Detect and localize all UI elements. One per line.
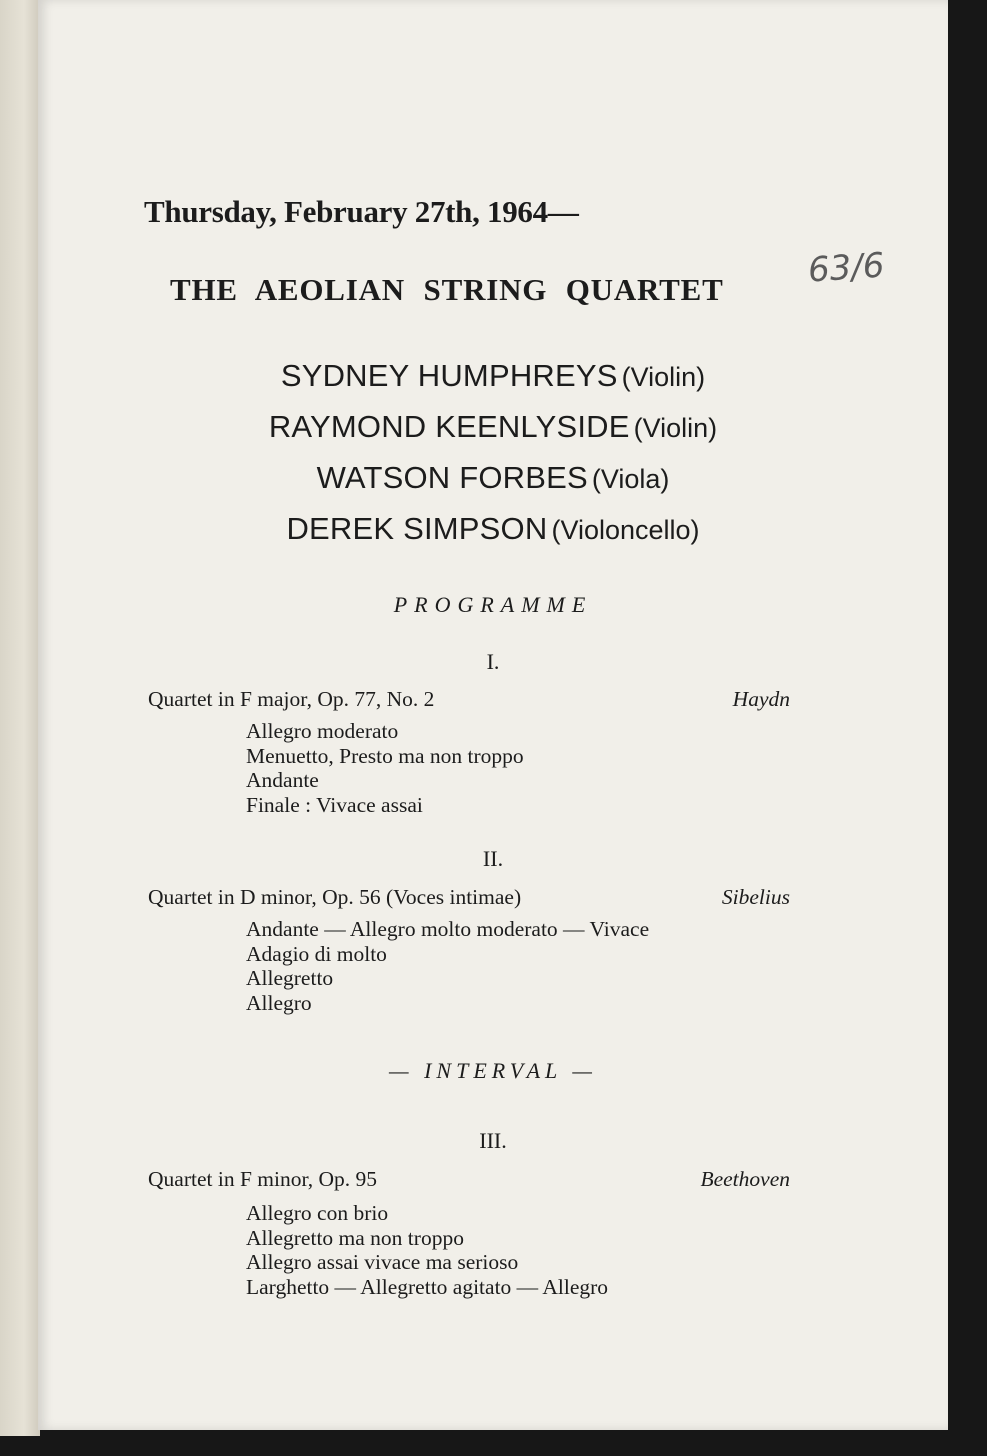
- movement: Allegretto: [246, 966, 334, 990]
- previous-page-edge: [0, 0, 40, 1436]
- composer-name: Sibelius: [721, 885, 790, 909]
- handwritten-note: 63/6: [806, 245, 886, 291]
- movement: Allegro assai vivace ma serioso: [246, 1250, 519, 1274]
- movement: Allegro moderato: [246, 719, 399, 743]
- performer-name: SYDNEY HUMPHREYS: [280, 358, 618, 393]
- movement: Finale : Vivace assai: [246, 792, 423, 817]
- interval-marker: — INTERVAL —: [389, 1058, 597, 1083]
- composer-name: Beethoven: [700, 1167, 790, 1191]
- movement: Allegretto ma non troppo: [246, 1225, 464, 1250]
- performer: [38, 452, 948, 503]
- section-numeral: II.: [482, 846, 504, 871]
- movement: Allegro: [246, 990, 312, 1015]
- concert-date: Thursday, February 27th, 1964—: [144, 194, 579, 229]
- movement-list: [246, 1201, 608, 1299]
- work-title: Quartet in F minor, Op. 95: [148, 1167, 378, 1191]
- performer-instrument: (Violoncello): [551, 515, 700, 545]
- performer-instrument: (Violin): [633, 413, 718, 443]
- movement: Andante — Allegro molto moderato — Vivace: [246, 917, 650, 941]
- movement: Andante: [246, 768, 319, 792]
- work-title: Quartet in F major, Op. 77, No. 2: [148, 687, 435, 711]
- performer-name: RAYMOND KEENLYSIDE: [268, 409, 630, 444]
- movement-list: [246, 917, 649, 1015]
- work-title: Quartet in D minor, Op. 56 (Voces intimae): [148, 885, 522, 909]
- section-numeral: I.: [486, 649, 500, 674]
- performer-name: WATSON FORBES: [316, 460, 588, 495]
- ensemble-name: THE AEOLIAN STRING QUARTET: [170, 272, 724, 307]
- performer-instrument: (Violin): [621, 362, 706, 392]
- movement: Adagio di molto: [246, 941, 387, 966]
- section-numeral: III.: [479, 1128, 507, 1153]
- performer-instrument: (Viola): [591, 464, 670, 494]
- movement: Larghetto — Allegretto agitato — Allegro: [246, 1274, 609, 1299]
- performer: [38, 350, 948, 401]
- performer: [38, 503, 948, 554]
- performer-name: DEREK SIMPSON: [286, 511, 548, 546]
- movement-list: [246, 719, 524, 817]
- performer: [38, 401, 948, 452]
- programme-page: [38, 0, 948, 1430]
- composer-name: Haydn: [732, 687, 790, 711]
- movement: Menuetto, Presto ma non troppo: [246, 743, 524, 768]
- performer-list: [38, 350, 948, 554]
- movement: Allegro con brio: [246, 1201, 389, 1225]
- programme-heading: PROGRAMME: [393, 592, 593, 617]
